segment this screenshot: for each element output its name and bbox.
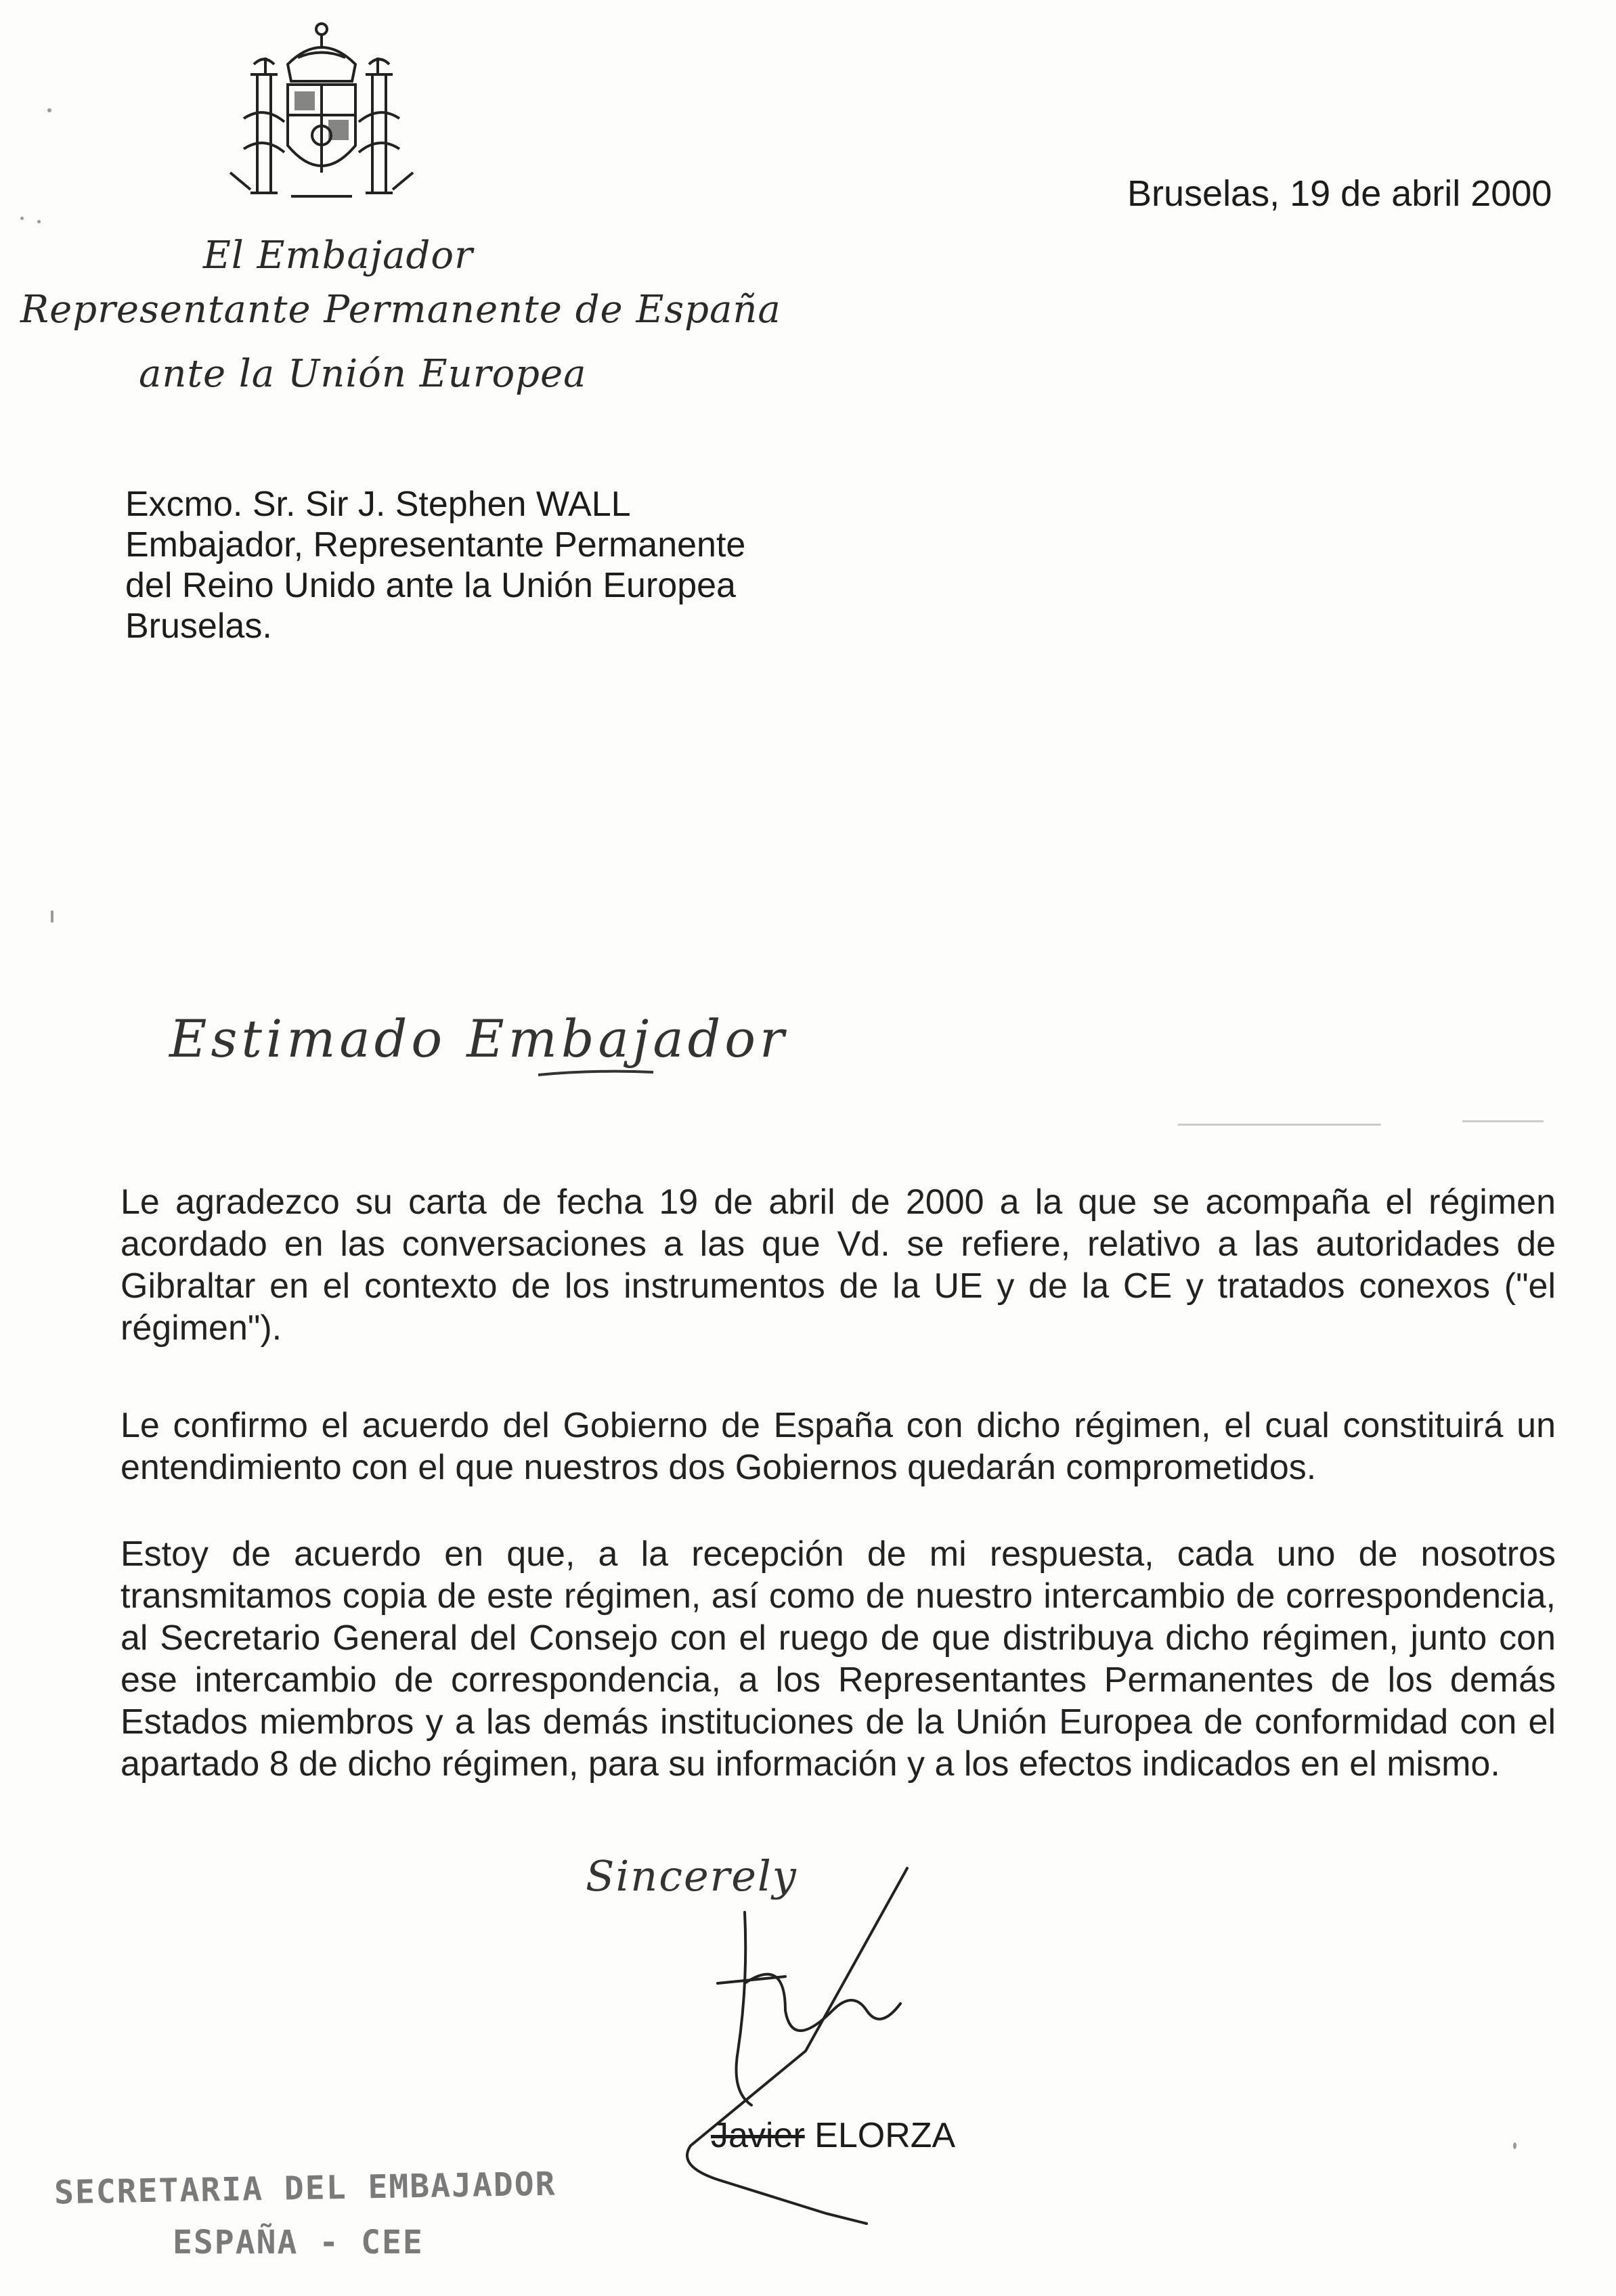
- body-paragraph-1: Le agradezco su carta de fecha 19 de abril de 2000 a la que se acompaña el régimen acordado en las conversaciones a las que Vd. se refiere, relativo a las autoridades de Gibraltar en el contexto de los instrumentos de la UE y de la CE y tratados conexos ("el régimen").: [121, 1183, 1556, 1348]
- recipient-name: Excmo. Sr. Sir J. Stephen WALL: [125, 485, 631, 524]
- handwritten-salutation: Estimado Embajador: [169, 1009, 789, 1069]
- scan-speck: [20, 217, 24, 220]
- salutation-underline: [535, 1068, 657, 1079]
- signer-name: [711, 2115, 955, 2156]
- body-paragraph-3: Estoy de acuerdo en que, a la recepción de mi respuesta, cada uno de nosotros transmitamos copia de este régimen, así como de nuestro intercambio de correspondencia, al Secretario General del Consejo con el ruego de que distribuya dicho régimen, junto con ese intercambio de correspondencia, a los Representantes Permanentes de los demás Estados miembros y a las demás instituciones de la Unión Europea de conformidad con el apartado 8 de dicho régimen, para su información y a los efectos indicados en el mismo.: [121, 1535, 1556, 1784]
- letterhead-institution: ante la Unión Europea: [139, 352, 587, 396]
- recipient-city: Bruselas.: [125, 606, 272, 646]
- scan-speck: [47, 108, 51, 112]
- scan-speck: [1462, 1120, 1544, 1122]
- body-paragraph-2: Le confirmo el acuerdo del Gobierno de España con dicho régimen, el cual constituirá un entendimiento con el que nuestros dos Gobiernos quedarán comprometidos.: [121, 1406, 1556, 1487]
- scan-speck: [37, 220, 41, 223]
- recipient-address: [125, 484, 745, 646]
- signer-given-name: Javier: [711, 2116, 805, 2155]
- handwritten-closing: Sincerely: [586, 1851, 798, 1901]
- scan-speck: [1513, 2142, 1516, 2149]
- handwritten-signature: [582, 1848, 961, 2227]
- scan-speck: [51, 910, 53, 923]
- signer-surname: ELORZA: [814, 2116, 956, 2155]
- scan-speck: [1178, 1124, 1381, 1126]
- recipient-title: Embajador, Representante Permanente: [125, 525, 746, 565]
- office-stamp-line-1: SECRETARIA DEL EMBAJADOR: [53, 2165, 556, 2212]
- office-stamp-line-2: ESPAÑA - CEE: [173, 2224, 424, 2261]
- letter-date: Bruselas, 19 de abril 2000: [1127, 173, 1552, 214]
- spanish-coat-of-arms-icon: [223, 17, 420, 203]
- recipient-organization: del Reino Unido ante la Unión Europea: [125, 566, 736, 605]
- letterhead-title: El Embajador: [203, 234, 473, 278]
- letterhead-position: Representante Permanente de España: [20, 288, 781, 332]
